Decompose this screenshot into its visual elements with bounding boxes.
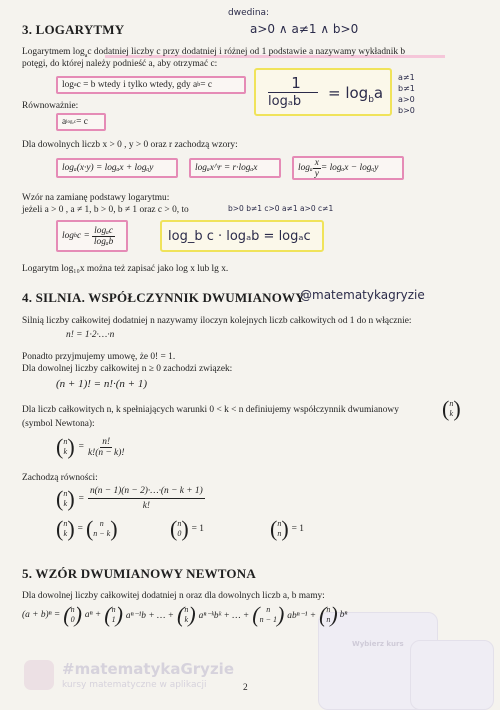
definition-line-1: Logarytmem $\log_ac$ dodatniej liczby c przy dodatniej i różnej od 1 podstawie a nazywamy wykładnik b — [22, 47, 406, 59]
page-number: 2 — [243, 683, 248, 693]
formula-box-power: logₐx^r = r·logₐx — [189, 158, 281, 178]
formula-box-quotient: logₐ $\frac{x}{y}$ = logₐx − logₐy — [292, 156, 404, 180]
app-logo-watermark — [24, 660, 54, 690]
formula-box-change-base: log b c = $\frac{\text{logₐc}}{\text{logₐb}}$ — [56, 220, 128, 252]
handwritten-handle: @matematykagryzie — [300, 288, 425, 302]
formula-box-definition: log a c = b wtedy i tylko wtedy, gdy a b = c — [56, 76, 246, 94]
factorial-formula: n! = 1·2·…·n — [66, 330, 115, 340]
zero-factorial: Ponadto przyjmujemy umowę, że 0! = 1. — [22, 352, 176, 362]
watermark-hashtag: #matematykaGryzie — [62, 660, 234, 678]
formula-box-product: logₐ(x·y) = logₐx + logₐy — [56, 158, 178, 178]
section-4-title: 4. SILNIA. WSPÓŁCZYNNIK DWUMIANOWY — [22, 290, 305, 305]
for-any-xy: Dla dowolnych liczb x > 0 , y > 0 oraz r zachodzą wzory: — [22, 140, 238, 150]
binom-definition: ( n k ) = $\frac{n!}{k!(n - k)!}$ — [56, 434, 125, 459]
change-base-conditions: jeżeli a > 0 , a ≠ 1, b > 0, b ≠ 1 oraz c > 0, to — [22, 205, 189, 215]
factorial-relation: (n + 1)! = n!·(n + 1) — [56, 378, 147, 390]
handwritten-box-reciprocal: 1 logₐb = $\log_ba$ — [254, 68, 392, 116]
factorial-relation-intro: Dla dowolnej liczby całkowitej n ≥ 0 zachodzi związek: — [22, 364, 233, 374]
handwritten-list: a≠1 b≠1 a>0 b>0 — [398, 73, 415, 115]
change-base-title: Wzór na zamianę podstawy logarytmu: — [22, 193, 170, 203]
binom-n: ( n n ) = 1 — [270, 516, 304, 541]
binom-zero: ( n 0 ) = 1 — [170, 516, 204, 541]
handwritten-conditions: a>0 ∧ a≠1 ∧ b>0 — [250, 22, 359, 36]
phone-watermark-2 — [410, 640, 494, 710]
section-5-title: 5. WZÓR DWUMIANOWY NEWTONA — [22, 566, 256, 581]
newton-formula-intro: Dla dowolnej liczby całkowitej dodatniej n oraz dla dowolnych liczb a, b mamy: — [22, 591, 325, 601]
handwritten-conditions-2: b>0 b≠1 c>0 a≠1 a>0 c≠1 — [228, 204, 334, 213]
watermark-phone-title: Wybierz kurs — [352, 640, 404, 648]
binom-symmetry: ( n k ) = ( n n − k ) — [56, 516, 118, 541]
binom-product-form: ( n k ) = $\frac{n(n - 1)(n - 2)\cdot\dots\cdot(n - k + 1)}{k!}$ — [56, 485, 203, 511]
handwritten-domain: dwedina: — [228, 8, 270, 18]
section-3-title: 3. LOGARYTMY — [22, 22, 125, 37]
newton-symbol-label: (symbol Newtona): — [22, 419, 95, 429]
binomial-def: Dla liczb całkowitych n, k spełniających warunki 0 < k < n definiujemy współczynnik dwumianowy — [22, 405, 399, 415]
definition-line-2: potęgi, do której należy podnieść a, aby otrzymać c: — [22, 59, 218, 69]
equalities-label: Zachodzą równości: — [22, 473, 98, 483]
handwritten-box-chain: log_b c · logₐb = logₐc — [160, 220, 324, 252]
watermark-subtitle: kursy matematyczne w aplikacji — [62, 680, 207, 690]
lg-note: Logarytm log₁₀x można też zapisać jako log x lub lg x. — [22, 264, 229, 274]
formula-box-equivalent: a logₐc = c — [56, 113, 106, 131]
equivalently-label: Równoważnie: — [22, 101, 79, 111]
newton-formula: (a + b)ⁿ = ( n 0 ) aⁿ + ( n 1 ) aⁿ⁻¹b + … + ( n k ) aⁿ⁻ᵏbᵏ + … + ( n n − 1 ) abⁿ⁻¹ + ( n n ) bⁿ — [22, 602, 348, 627]
factorial-def: Silnią liczby całkowitej dodatniej n nazywamy iloczyn kolejnych liczb całkowitych od 1 do n włącznie: — [22, 316, 412, 326]
binom-symbol-def: ( n k ) — [442, 396, 461, 421]
